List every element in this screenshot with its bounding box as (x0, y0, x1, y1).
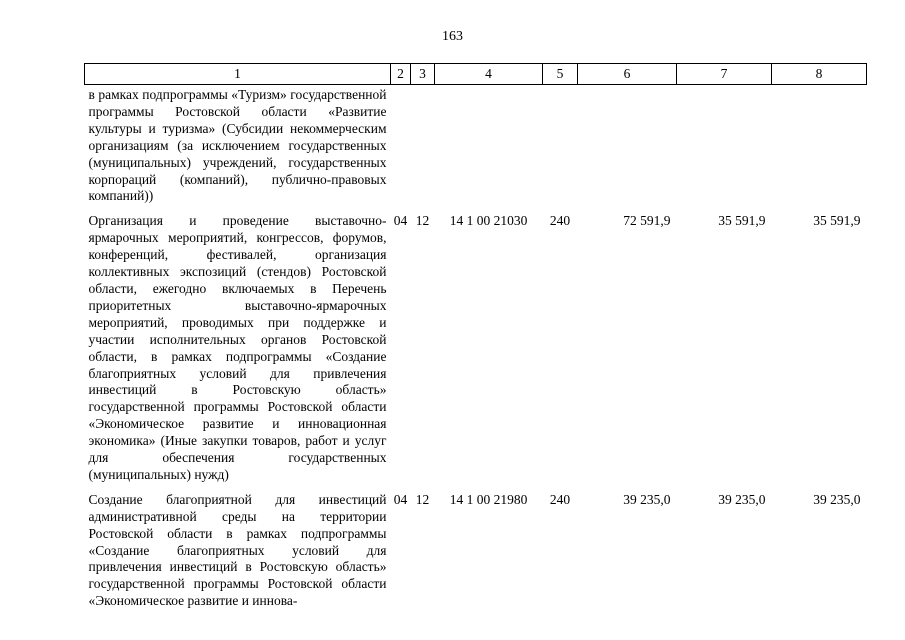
page-number: 163 (442, 29, 463, 44)
row-subsection (411, 85, 435, 206)
row-expense-type: 240 (549, 213, 571, 229)
row-description: Создание благоприятной для инвестиций административной среды на территории Ростовской области в рамках подпрограммы «Создание благоприятных условий для привлечения инвестиций в Ростовскую область» государственной программы Ростовской области «Экономическое развитие и иннова- (88, 491, 387, 609)
column-header-1: 1 (85, 64, 391, 85)
row-amount-2: 35 591,9 (718, 213, 766, 229)
row-amount-3: 39 235,0 (813, 491, 861, 507)
row-amount-3 (772, 85, 867, 206)
row-amount-1: 39 235,0 (623, 491, 671, 507)
table-row (85, 211, 867, 484)
column-header-7: 7 (677, 64, 772, 85)
column-header-8: 8 (772, 64, 867, 85)
row-amount-2 (677, 85, 772, 206)
column-header-3: 3 (411, 64, 435, 85)
column-header-6: 6 (578, 64, 677, 85)
table-row (85, 490, 867, 610)
row-target-code: 14 1 00 21030 (449, 213, 528, 229)
row-description: Организация и проведение выставочно-ярмарочных мероприятий, конгрессов, форумов, конференций, фестивалей, организация коллективных экспозиций (стендов) Ростовской области, ежегодно включаемых в Перечень приоритетных выставочно-ярмарочных мероприятий, проводимых при поддержке и участии исполнительных органов Ростовской области, в рамках подпрограммы «Создание благоприятных условий для привлечения инвестиций в Ростовскую область» государственной программы Ростовской области «Экономическое развитие и инновационная экономика» (Иные закупки товаров, работ и услуг для обеспечения государственных (муниципальных) нужд) (88, 213, 387, 482)
row-expense-type (543, 85, 578, 206)
column-header-5: 5 (543, 64, 578, 85)
row-section: 04 (393, 213, 408, 229)
row-target-code: 14 1 00 21980 (449, 491, 528, 507)
row-section (391, 85, 411, 206)
row-target-code (435, 85, 543, 206)
row-amount-2: 39 235,0 (718, 491, 766, 507)
row-amount-3: 35 591,9 (813, 213, 861, 229)
row-amount-1 (578, 85, 677, 206)
row-description: в рамках подпрограммы «Туризм» государственной программы Ростовской области «Развитие культуры и туризма» (Субсидии некоммерческим организациям (за исключением государственных (муниципальных) учреждений, государственных корпораций (компаний), публично-правовых компаний)) (88, 87, 387, 204)
budget-table (84, 63, 867, 610)
row-subsection: 12 (415, 213, 430, 229)
table-row (85, 85, 867, 206)
row-section: 04 (393, 491, 408, 507)
row-subsection: 12 (415, 491, 430, 507)
header-row (85, 64, 867, 85)
row-expense-type: 240 (549, 491, 571, 507)
row-amount-1: 72 591,9 (623, 213, 671, 229)
column-header-4: 4 (435, 64, 543, 85)
column-header-2: 2 (391, 64, 411, 85)
